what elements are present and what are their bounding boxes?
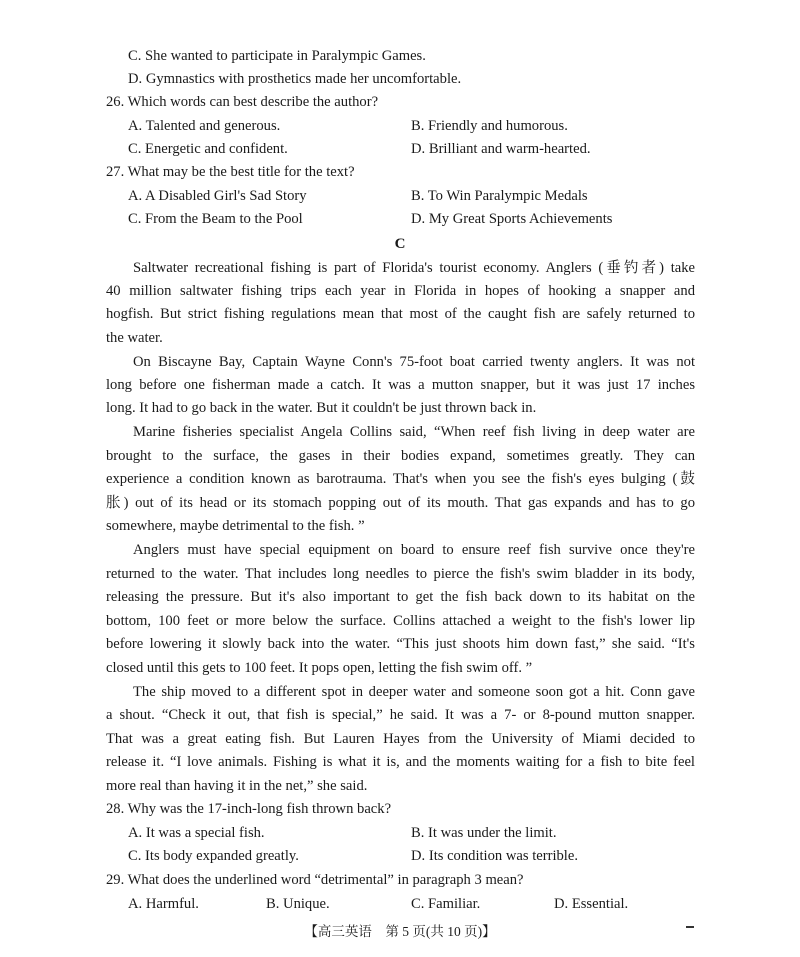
passage-line: long. It had to go back in the water. But it couldn't be just thrown back in. (106, 400, 537, 416)
q26-option-a: A. Talented and generous. (128, 118, 281, 134)
q28-stem: 28. Why was the 17-inch-long fish thrown back? (106, 801, 392, 817)
q25-option-d: D. Gymnastics with prosthetics made her uncomfortable. (128, 71, 462, 87)
passage-line: a shout. “Check it out, that fish is special,” he said. It was a 7- or 8-pound mutton snapper. (106, 707, 695, 723)
passage-line: releasing the pressure. But it's also important to get the fish back down to its habitat on the (106, 589, 695, 605)
q28-option-a: A. It was a special fish. (128, 825, 265, 841)
q29-option-c: C. Familiar. (411, 896, 481, 912)
passage-line: The ship moved to a different spot in deeper water and someone soon got a hit. Conn gave (133, 684, 695, 700)
q28-option-d: D. Its condition was terrible. (411, 848, 578, 864)
q29-option-b: B. Unique. (266, 896, 330, 912)
q26-option-b: B. Friendly and humorous. (411, 118, 568, 134)
page-footer: 【高三英语 第 5 页(共 10 页)】 (304, 924, 496, 939)
q26-stem: 26. Which words can best describe the author? (106, 94, 379, 110)
q29-stem: 29. What does the underlined word “detrimental” in paragraph 3 mean? (106, 872, 524, 888)
q27-option-b: B. To Win Paralympic Medals (411, 188, 588, 204)
q27-option-c: C. From the Beam to the Pool (128, 211, 303, 227)
q28-option-c: C. Its body expanded greatly. (128, 848, 299, 864)
passage-line: returned to the water. That includes long needles to pierce the fish's swim bladder in its body, (106, 566, 695, 582)
passage-line: before lowering it slowly back into the water. “This just shoots him down fast,” she said. “It's (106, 636, 695, 652)
q27-option-d: D. My Great Sports Achievements (411, 211, 613, 227)
corner-mark (686, 926, 694, 928)
passage-line: release it. “I love animals. Fishing is what it is, and the moments waiting for a fish to bite feel (106, 754, 695, 770)
passage-line: the water. (106, 330, 163, 346)
q27-stem: 27. What may be the best title for the text? (106, 164, 355, 180)
passage-line: closed until this gets to 100 feet. It pops open, letting the fish swim off. ” (106, 660, 533, 676)
passage-line: Saltwater recreational fishing is part of Florida's tourist economy. Anglers (垂钓者) take (133, 260, 695, 276)
passage-line: experience a condition known as barotrauma. That's when you see the fish's eyes bulging (鼓 (106, 471, 695, 487)
passage-line: more real than having it in the net,” she said. (106, 778, 368, 794)
q28-option-b: B. It was under the limit. (411, 825, 557, 841)
q25-option-c: C. She wanted to participate in Paralympic Games. (128, 48, 426, 64)
passage-line: 胀) out of its head or its stomach popping out of its mouth. That gas expands and has to go (106, 495, 695, 511)
passage-line: That was a great eating fish. But Lauren Hayes from the University of Miami decided to (106, 731, 695, 747)
passage-line: bottom, 100 feet or more below the surface. Collins attached a weight to the fish's lower lip (106, 613, 695, 629)
section-heading: C (394, 236, 406, 252)
q27-option-a: A. A Disabled Girl's Sad Story (128, 188, 307, 204)
passage-line: Marine fisheries specialist Angela Collins said, “When reef fish living in deep water are (133, 424, 695, 440)
passage-line: somewhere, maybe detrimental to the fish. ” (106, 518, 365, 534)
passage-line: On Biscayne Bay, Captain Wayne Conn's 75-foot boat carried twenty anglers. It was not (133, 354, 695, 370)
q26-option-d: D. Brilliant and warm-hearted. (411, 141, 591, 157)
passage-line: Anglers must have special equipment on board to ensure reef fish survive once they're (133, 542, 695, 558)
q26-option-c: C. Energetic and confident. (128, 141, 288, 157)
passage-line: long before one fisherman made a catch. It was a mutton snapper, but it was just 17 inches (106, 377, 695, 393)
passage-line: brought to the surface, the gases in their bodies expand, sometimes greatly. They can (106, 448, 695, 464)
passage-line: hogfish. But strict fishing regulations mean that most of the caught fish are safely returned to (106, 306, 695, 322)
passage-line: 40 million saltwater fishing trips each year in Florida in hopes of hooking a snapper and (106, 283, 695, 299)
q29-option-a: A. Harmful. (128, 896, 199, 912)
q29-option-d: D. Essential. (554, 896, 629, 912)
